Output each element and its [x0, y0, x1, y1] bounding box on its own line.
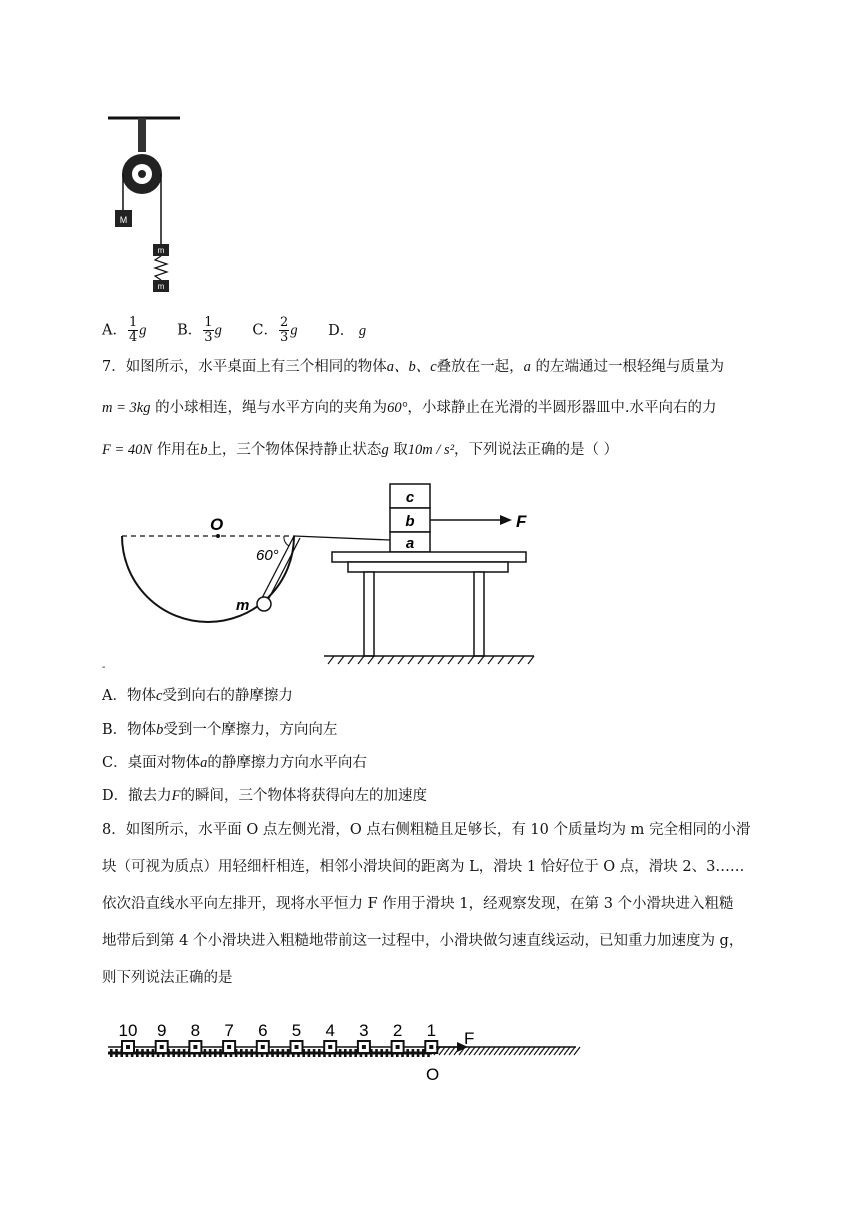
- stray-mark: -: [102, 662, 106, 673]
- slider-chain-figure: [100, 1022, 590, 1082]
- pulley-figure: [100, 112, 190, 297]
- label-F: F: [516, 512, 527, 531]
- slider-number: 9: [156, 1022, 167, 1040]
- q7-option-b: B．物体b受到一个摩擦力，方向向左: [102, 722, 338, 738]
- label-F: F: [464, 1029, 475, 1048]
- slider-number: 5: [291, 1022, 302, 1040]
- fraction: $\frac{1}{3}$: [204, 315, 213, 345]
- bowl-table-figure: [118, 480, 548, 670]
- slider-number: 2: [392, 1022, 403, 1040]
- q7-line-3: F = 40N 作用在b上，三个物体保持静止状态g 取10m / s²，下列说法正确的是（ ）: [102, 442, 619, 458]
- label-angle: 60°: [256, 547, 279, 564]
- q8-line-2: 块（可视为质点）用轻细杆相连，相邻小滑块间的距离为 L，滑块 1 恰好位于 O 点，滑块 2、3……: [102, 859, 745, 875]
- slider-number: 7: [224, 1022, 234, 1040]
- slider-number: 10: [118, 1022, 138, 1040]
- fraction: $\frac{1}{4}$: [128, 315, 138, 345]
- label-m-top: m: [157, 246, 165, 255]
- q6-option-b: B． $\frac{1}{3}$ g: [177, 315, 222, 345]
- q7-option-a: A．物体c受到向右的静摩擦力: [102, 688, 293, 704]
- label-c: c: [405, 489, 415, 506]
- q6-option-c: C． $\frac{2}{3}$ g: [252, 315, 298, 345]
- slider-number: 6: [258, 1022, 268, 1040]
- slider-number: 3: [359, 1022, 369, 1040]
- label-m-bottom: m: [157, 282, 165, 291]
- slider-number: 8: [190, 1022, 201, 1040]
- fraction: $\frac{2}{3}$: [280, 315, 289, 345]
- label-a: a: [405, 535, 415, 552]
- slider-number: 1: [426, 1022, 437, 1040]
- q6-option-d: D． g: [328, 322, 367, 339]
- q7-option-d: D．撤去力F的瞬间，三个物体将获得向左的加速度: [102, 788, 427, 804]
- q8-line-3: 依次沿直线水平向左排开，现将水平恒力 F 作用于滑块 1，经观察发现，在第 3 个小滑块进入粗糙: [102, 896, 734, 912]
- q8-line-5: 则下列说法正确的是: [102, 970, 233, 986]
- label-O: O: [426, 1065, 440, 1082]
- q8-line-1: 8．如图所示，水平面 O 点左侧光滑，O 点右侧粗糙且足够长，有 10 个质量均为 m 完全相同的小滑: [102, 822, 751, 838]
- q7-line-1: 7．如图所示，水平桌面上有三个相同的物体a、b、c叠放在一起，a 的左端通过一根轻绳与质量为: [102, 359, 725, 375]
- q7-line-2: m = 3kg 的小球相连，绳与水平方向的夹角为60°，小球静止在光滑的半圆形器皿中.水平向右的力: [102, 400, 717, 416]
- q6-option-a: A． $\frac{1}{4}$ g: [102, 315, 147, 345]
- q8-line-4: 地带后到第 4 个小滑块进入粗糙地带前这一过程中，小滑块做匀速直线运动，已知重力加速度为 g，: [102, 933, 744, 949]
- label-O: O: [210, 515, 224, 534]
- label-b: b: [405, 513, 415, 530]
- q6-options: [102, 316, 392, 345]
- label-M: M: [119, 215, 128, 225]
- label-m: m: [236, 597, 250, 614]
- q7-option-c: C．桌面对物体a的静摩擦力方向水平向右: [102, 755, 367, 771]
- slider-number: 4: [325, 1022, 335, 1040]
